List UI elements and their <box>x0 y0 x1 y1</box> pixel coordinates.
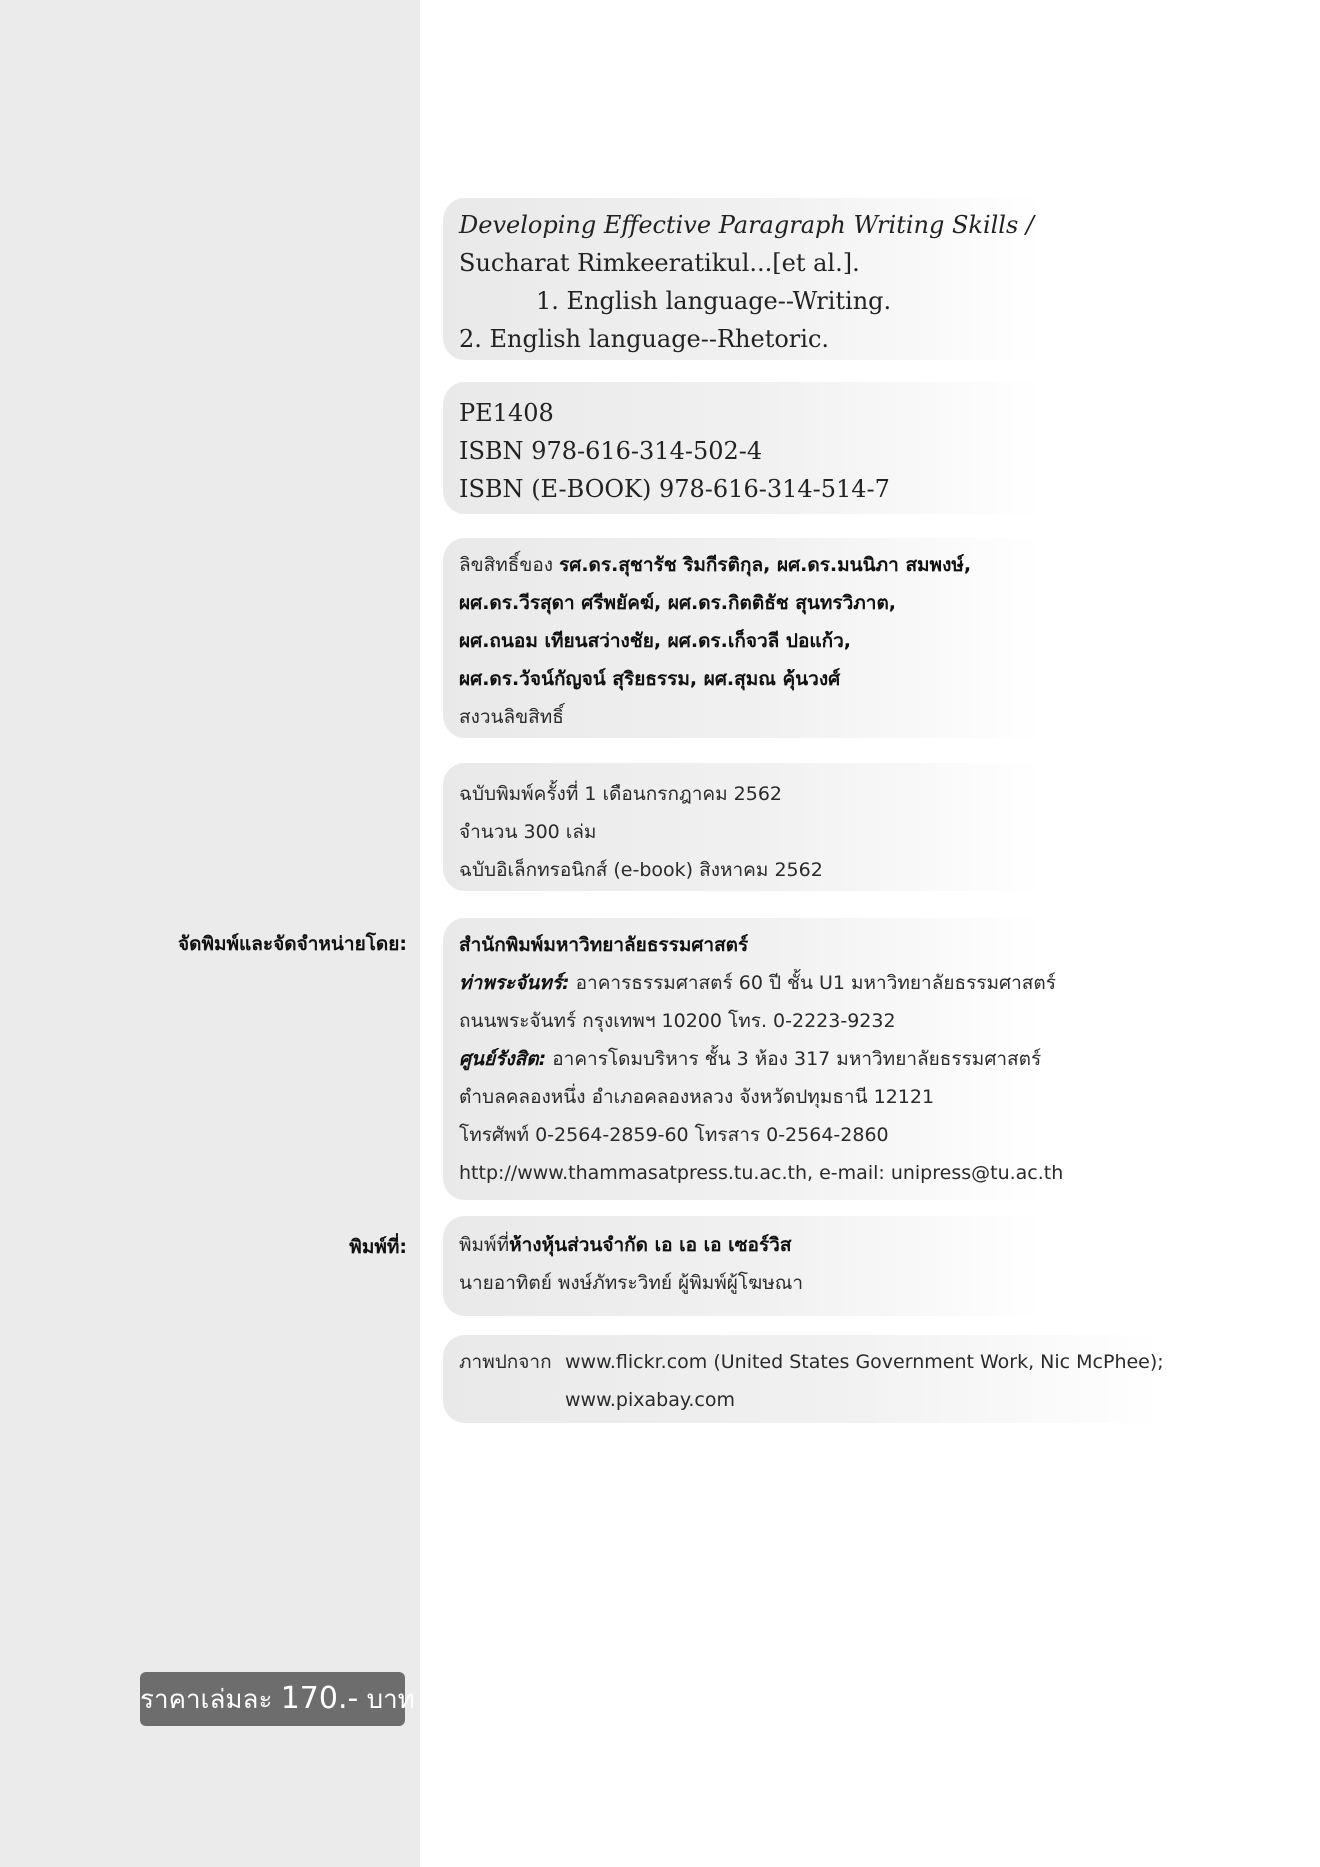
copyright-holders-2: ผศ.ดร.วีรสุดา ศรีพยัคฆ์, ผศ.ดร.กิตติธัช สุนทรวิภาต, <box>459 592 897 614</box>
cover-photo-block <box>443 1335 1163 1423</box>
tha-prachan-label: ท่าพระจันทร์: <box>459 972 570 994</box>
isbn-print: ISBN 978-616-314-502-4 <box>459 437 763 465</box>
copyright-line-2 <box>459 584 1043 622</box>
book-title: Developing Effective Paragraph Writing Skills / <box>459 211 1035 239</box>
rangsit-label: ศูนย์รังสิต: <box>459 1048 547 1070</box>
print-copies: จำนวน 300 เล่ม <box>459 821 597 843</box>
printer-block <box>443 1216 1043 1316</box>
printer-name: ห้างหุ้นส่วนจำกัด เอ เอ เอ เซอร์วิส <box>509 1234 792 1256</box>
copyright-line-1 <box>459 546 1043 584</box>
rangsit-address: อาคารโดมบริหาร ชั้น 3 ห้อง 317 มหาวิทยาลัยธรรมศาสตร์ <box>552 1048 1042 1070</box>
isbn-block <box>443 382 1043 514</box>
cover-photo-label: ภาพปกจาก <box>459 1351 552 1373</box>
copyright-holders-4: ผศ.ดร.วัจน์กัญจน์ สุริยธรรม, ผศ.สุมณ คุ้นวงศ์ <box>459 668 841 690</box>
publisher-phone: โทรศัพท์ 0-2564-2859-60 โทรสาร 0-2564-2860 <box>459 1124 889 1146</box>
printer-prefix: พิมพ์ที่ <box>459 1234 510 1256</box>
price-amount: 170.- <box>280 1681 359 1716</box>
book-authors: Sucharat Rimkeeratikul...[et al.]. <box>459 249 860 277</box>
rangsit-address-2: ตำบลคลองหนึ่ง อำเภอคลองหลวง จังหวัดปทุมธานี 12121 <box>459 1086 935 1108</box>
tha-prachan-address: อาคารธรรมศาสตร์ 60 ปี ชั้น U1 มหาวิทยาลัยธรรมศาสตร์ <box>575 972 1056 994</box>
call-number: PE1408 <box>459 399 554 427</box>
printer-advertiser: นายอาทิตย์ พงษ์ภัทระวิทย์ ผู้พิมพ์ผู้โฆษณา <box>459 1272 804 1294</box>
printer-name-line <box>459 1226 1043 1264</box>
publisher-block <box>443 918 1064 1200</box>
tha-prachan-line <box>459 964 1056 1002</box>
copyright-line-4 <box>459 660 1043 698</box>
ebook-edition: ฉบับอิเล็กทรอนิกส์ (e-book) สิงหาคม 2562 <box>459 859 823 881</box>
copyright-line-3 <box>459 622 1043 660</box>
price-badge <box>140 1672 415 1726</box>
subject-1: 1. English language--Writing. <box>536 287 892 315</box>
publisher-label: จัดพิมพ์และจัดจำหน่ายโดย: <box>177 933 407 955</box>
copyright-holders-3: ผศ.ถนอม เทียนสว่างชัย, ผศ.ดร.เก็จวลี ปอแก้ว, <box>459 630 852 652</box>
copyright-prefix: ลิขสิทธิ์ของ <box>459 554 554 576</box>
price-prefix: ราคาเล่มละ <box>140 1685 273 1715</box>
cover-photo-line-2 <box>459 1381 1163 1419</box>
price-unit: บาท <box>366 1685 415 1715</box>
cover-photo-line-1 <box>459 1343 1163 1381</box>
publisher-name <box>459 926 1043 964</box>
edition-block <box>443 763 1043 891</box>
cover-photo-source-2[interactable]: www.pixabay.com <box>565 1389 735 1411</box>
cover-photo-source-1[interactable]: www.flickr.com (United States Government Work, Nic McPhee); <box>565 1351 1164 1373</box>
copyright-holders-1: รศ.ดร.สุชารัช ริมกีรติกุล, ผศ.ดร.มนนิภา สมพงษ์, <box>559 554 972 576</box>
tha-prachan-address-2: ถนนพระจันทร์ กรุงเทพฯ 10200 โทร. 0-2223-9232 <box>459 1010 896 1032</box>
first-print: ฉบับพิมพ์ครั้งที่ 1 เดือนกรกฎาคม 2562 <box>459 783 783 805</box>
publisher-name-text: สำนักพิมพ์มหาวิทยาลัยธรรมศาสตร์ <box>459 934 749 956</box>
printer-label: พิมพ์ที่: <box>349 1236 407 1258</box>
isbn-ebook: ISBN (E-BOOK) 978-616-314-514-7 <box>459 475 890 503</box>
publisher-web-link[interactable]: http://www.thammasatpress.tu.ac.th, e-mail: unipress@tu.ac.th <box>459 1162 1064 1184</box>
copyright-reserved: สงวนลิขสิทธิ์ <box>459 706 564 728</box>
rangsit-line <box>459 1040 1043 1078</box>
subject-2: 2. English language--Rhetoric. <box>459 325 830 353</box>
catalog-block <box>443 198 1043 360</box>
copyright-block <box>443 538 1043 738</box>
